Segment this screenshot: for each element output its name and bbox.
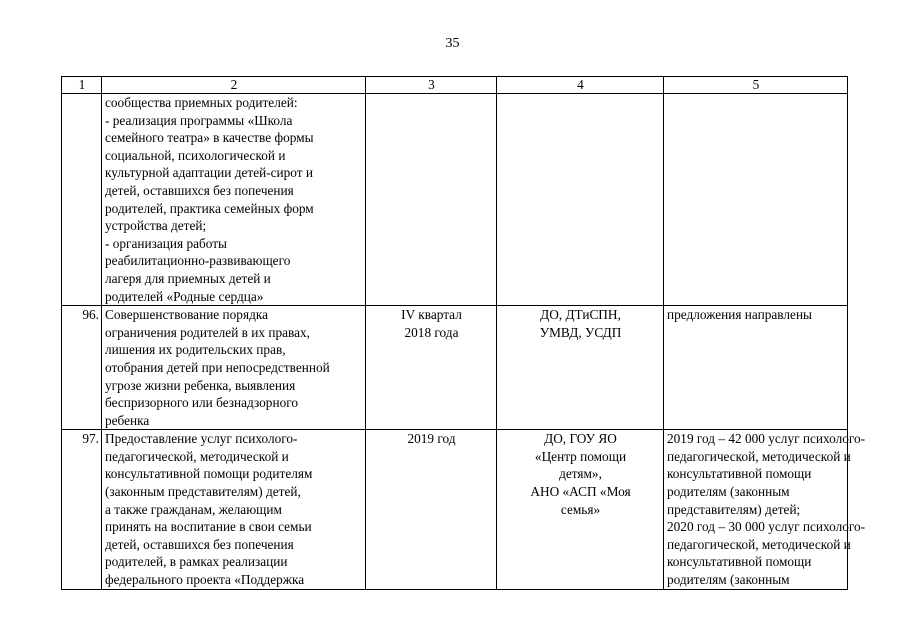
responsible-cell — [497, 94, 664, 306]
text-line: сообщества приемных родителей: — [105, 95, 298, 110]
header-cell: 5 — [664, 77, 848, 94]
text-line: АНО «АСП «Моя — [530, 484, 631, 500]
header-cell: 1 — [62, 77, 102, 94]
text-line: консультативной помощи родителям — [105, 466, 313, 482]
text-line: педагогической, методической и — [667, 536, 851, 552]
text-line: (законным представителям) детей, — [105, 484, 301, 500]
text-line: консультативной помощи — [667, 554, 812, 570]
text-line: федерального проекта «Поддержка — [105, 572, 305, 588]
header-cell: 4 — [497, 77, 664, 94]
text-line: родителей, в рамках реализации — [105, 554, 288, 570]
text-line: семья» — [560, 501, 601, 517]
text-line: принять на воспитание в свои семьи — [105, 519, 312, 535]
text-line: Предоставление услуг психолого- — [105, 431, 298, 447]
text-line: 2020 год – 30 000 услуг психолого- — [667, 519, 866, 535]
text-line: 2018 года — [404, 324, 459, 340]
text-line: культурной адаптации детей-сирот и — [105, 165, 314, 181]
text-line: беспризорного или безнадзорного — [105, 395, 298, 411]
text-line: лагеря для приемных детей и — [105, 270, 271, 286]
result-cell — [664, 94, 848, 306]
responsible-cell — [497, 306, 664, 430]
result-cell — [664, 306, 848, 430]
row-number-cell: 97. — [62, 430, 102, 589]
text-line: представителям) детей; — [667, 501, 801, 517]
text-line: родителей «Родные сердца» — [105, 288, 264, 304]
table-row — [62, 306, 848, 430]
text-line: детям», — [559, 466, 602, 482]
text-line: семейного театра» в качестве формы — [105, 130, 314, 146]
text-line: лишения их родительских прав, — [105, 342, 286, 358]
result-cell — [664, 430, 866, 589]
page-number: 35 — [445, 36, 460, 51]
text-line: ДО, ДТиСПН, — [540, 307, 621, 323]
text-line: родителей, практика семейных форм — [105, 200, 314, 216]
text-line: Совершенствование порядка — [105, 307, 268, 323]
text-line: - реализация программы «Школа — [105, 112, 293, 128]
text-line: «Центр помощи — [534, 448, 627, 464]
text-line: а также гражданам, желающим — [105, 501, 282, 517]
text-line: IV квартал — [401, 307, 462, 323]
text-line: реабилитационно-развивающего — [105, 253, 291, 269]
text-line: отобрания детей при непосредственной — [105, 359, 330, 375]
text-line: ребенка — [105, 412, 150, 428]
measure-cell — [102, 306, 366, 430]
text-line: детей, оставшихся без попечения — [105, 536, 294, 552]
text-line: УМВД, УСДП — [539, 324, 622, 340]
table-header-row — [62, 77, 848, 94]
text-line: социальной, психологической и — [105, 147, 286, 163]
measure-cell — [102, 94, 366, 306]
text-line: детей, оставшихся без попечения — [105, 182, 294, 198]
text-line: угрозе жизни ребенка, выявления — [105, 377, 296, 393]
deadline-cell — [366, 306, 497, 430]
text-line: педагогической, методической и — [105, 448, 289, 464]
row-number-cell: 96. — [62, 306, 102, 430]
measure-cell — [102, 430, 366, 589]
deadline-cell — [366, 94, 497, 306]
deadline-cell — [366, 430, 497, 589]
text-line: ДО, ГОУ ЯО — [544, 431, 617, 447]
header-cell: 2 — [102, 77, 366, 94]
text-line: родителям (законным — [667, 572, 790, 588]
document-table — [61, 76, 866, 590]
text-line: ограничения родителей в их правах, — [105, 324, 310, 340]
text-line: консультативной помощи — [667, 466, 812, 482]
table-row — [62, 94, 848, 306]
text-line: родителям (законным — [667, 484, 790, 500]
responsible-cell — [497, 430, 664, 589]
text-line: устройства детей; — [105, 218, 207, 234]
table-row — [62, 430, 848, 589]
text-line: предложения направлены — [667, 307, 812, 323]
text-line: 2019 год – 42 000 услуг психолого- — [667, 431, 866, 447]
text-line: - организация работы — [105, 235, 227, 251]
header-cell: 3 — [366, 77, 497, 94]
text-line: педагогической, методической и — [667, 448, 851, 464]
text-line: 2019 год — [407, 431, 456, 447]
row-number-cell — [62, 94, 102, 306]
